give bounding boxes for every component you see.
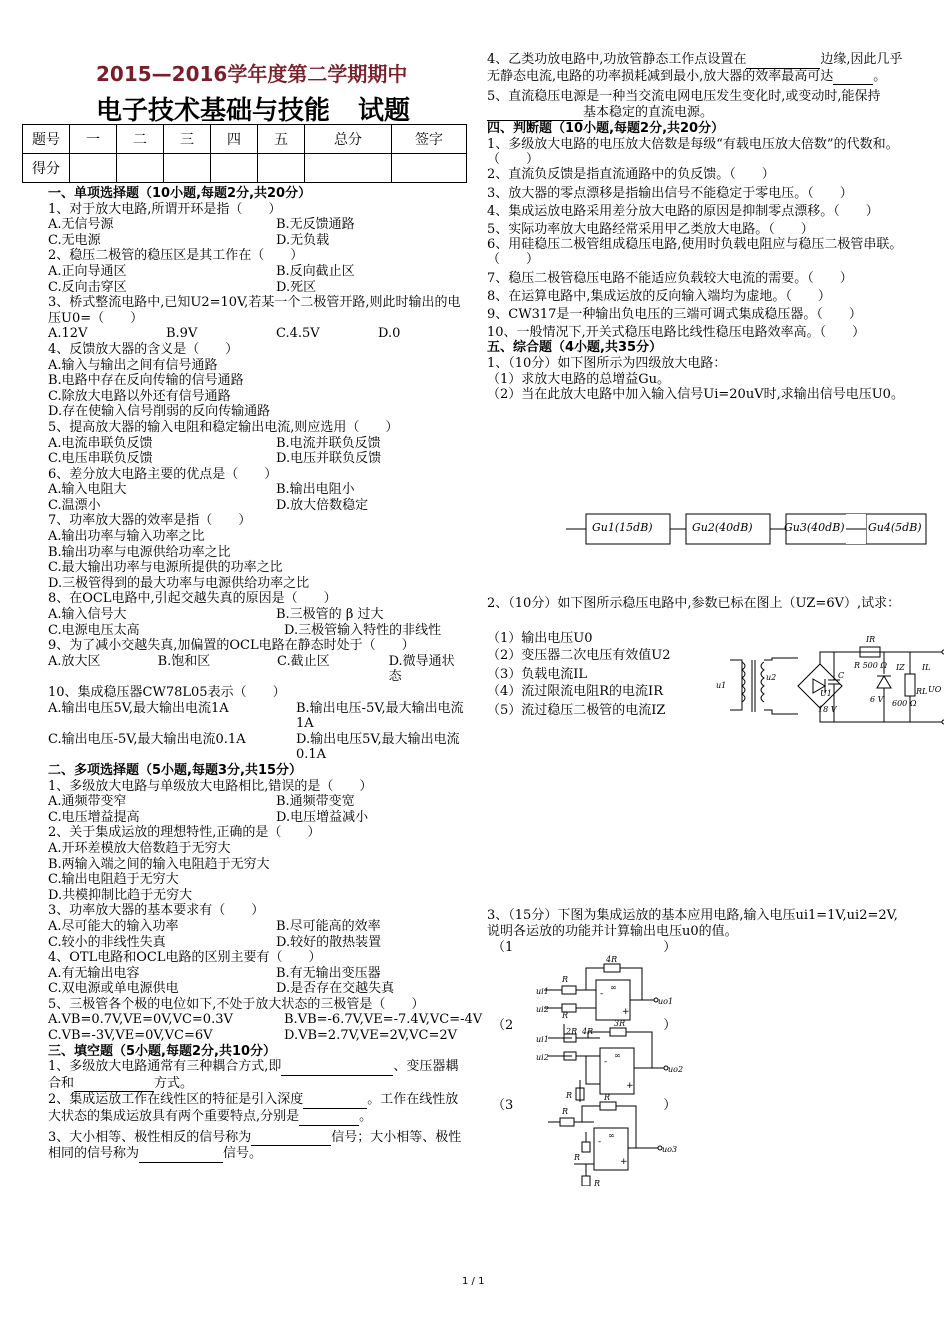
- option[interactable]: A.输出电压5V,最大输出电流1A: [48, 700, 229, 716]
- text: （2）当在此放大电路中加入输入信号Ui=20uV时,求输出信号电压U0。: [487, 387, 904, 403]
- q1-3: [48, 295, 466, 342]
- resistor: [582, 1142, 590, 1152]
- option[interactable]: B.反向截止区: [276, 263, 355, 279]
- wire: [764, 658, 798, 660]
- option[interactable]: D.输出电压5V,最大输出电流0.1A: [296, 731, 460, 763]
- fill-blank[interactable]: [303, 1092, 367, 1109]
- resistor-rl: [905, 674, 915, 696]
- q1-2: [48, 248, 466, 295]
- judge-list: [487, 137, 905, 340]
- wire: [620, 968, 642, 1000]
- option[interactable]: C.输出电阻趋于无穷大: [48, 872, 179, 888]
- score-input-cell[interactable]: [305, 154, 392, 183]
- wire: [764, 710, 798, 714]
- score-table: [22, 124, 467, 183]
- text: （2）变压器二次电压有效值U2: [487, 648, 671, 663]
- comp-q3: [487, 908, 907, 939]
- score-cell: 二: [117, 125, 164, 154]
- exam-title-suffix: 试题: [358, 96, 411, 126]
- question-stem: 7、功率放大器的效率是指（ ）: [48, 513, 252, 529]
- option[interactable]: B.输出功率与电源供给功率之比: [48, 544, 231, 560]
- question-stem: 2、关于集成运放的理想特性,正确的是（ ）: [48, 825, 321, 841]
- fill-q3: [48, 1130, 466, 1163]
- label-3r: 3R: [614, 1019, 626, 1028]
- text: 。: [873, 68, 887, 84]
- fill-q1: [48, 1059, 466, 1092]
- fill-q2: [48, 1092, 466, 1125]
- circuit-number-3: （3 ）: [492, 1098, 677, 1113]
- q2-2: [48, 825, 466, 903]
- label-r: R: [594, 1179, 601, 1186]
- exam-title: [96, 90, 410, 127]
- score-cell: 题号: [23, 125, 70, 154]
- text: 。工作在线性放大状态的集成运放具有两个重要特点,分别是: [48, 1092, 459, 1125]
- option[interactable]: D.存在使输入信号削弱的反向传输通路: [48, 404, 271, 420]
- question-stem: 5、三极管各个极的电位如下,不处于放大状态的三极管是（ ）: [48, 996, 425, 1012]
- option[interactable]: D.无负载: [276, 232, 330, 248]
- score-cell: 三: [164, 125, 211, 154]
- option[interactable]: C.VB=-3V,VE=0V,VC=6V: [48, 1028, 213, 1044]
- exam-title-main: 电子技术基础与技能: [96, 96, 331, 126]
- text: 5、直流稳压电源是一种当交流电网电压发生变化时,或变动时,能保持: [487, 89, 881, 105]
- wire: [586, 1056, 600, 1084]
- plus-sign: +: [626, 1081, 634, 1091]
- minus-sign: -: [598, 1137, 602, 1147]
- label-r: R: [604, 1093, 611, 1102]
- question-stem: 1、对于放大电路,所谓开环是指（ ）: [48, 201, 282, 217]
- question-stem: 4、OTL电路和OCL电路的区别主要有（ ）: [48, 950, 322, 966]
- label-4r: 4R: [582, 1027, 594, 1036]
- label-il: IL: [922, 663, 931, 672]
- q2-1: [48, 779, 466, 826]
- score-cell: 签字: [392, 125, 467, 154]
- comp-q2: [487, 596, 907, 612]
- text: 2、（10分）如下图所示稳压电路中,参数已标在图上（UZ=6V）,试求：: [487, 596, 901, 611]
- list-item[interactable]: 10、一般情况下,开关式稳压电路比线性稳压电路效率高。（ ）: [487, 325, 866, 341]
- question-stem: 10、集成稳压器CW78L05表示（ ）: [48, 685, 286, 700]
- option[interactable]: B.无反馈通路: [276, 217, 355, 233]
- option[interactable]: C.电压串联负反馈: [48, 451, 153, 467]
- score-table-score-row: [23, 154, 467, 183]
- q2-4: [48, 950, 466, 997]
- label-r: R: [574, 1153, 581, 1162]
- option[interactable]: B.电流并联负反馈: [276, 435, 381, 451]
- option[interactable]: A.有无输出电容: [48, 965, 140, 981]
- score-cell: 得分: [23, 154, 70, 183]
- option[interactable]: D.较好的散热装置: [276, 934, 382, 950]
- option[interactable]: D.死区: [276, 279, 317, 295]
- option[interactable]: D.放大倍数稳定: [276, 497, 369, 513]
- wire: [586, 968, 604, 990]
- question-stem: 2、稳压二极管的稳压区是其工作在（ ）: [48, 248, 304, 264]
- wire: [820, 708, 944, 722]
- option[interactable]: D.微导通状态: [388, 653, 455, 685]
- option[interactable]: D.共模抑制比趋于无穷大: [48, 887, 193, 903]
- option[interactable]: B.通频带变宽: [276, 794, 355, 810]
- option[interactable]: C.电压增益提高: [48, 809, 140, 825]
- option[interactable]: C.双电源或单电源供电: [48, 981, 179, 997]
- option[interactable]: A.输入信号大: [48, 607, 127, 623]
- option[interactable]: C.无电源: [48, 232, 101, 248]
- option[interactable]: A.电流串联负反馈: [48, 435, 153, 451]
- label-6v: 6 V: [870, 695, 884, 704]
- option[interactable]: C.4.5V: [276, 326, 320, 342]
- question-stem: 3、功率放大器的基本要求有（ ）: [48, 903, 265, 919]
- circuit-number-1: （1 ）: [492, 940, 677, 955]
- label-iz: IZ: [896, 663, 905, 672]
- wire: [730, 660, 742, 710]
- q1-4: [48, 342, 466, 420]
- label-u1-dc: U1: [820, 689, 832, 698]
- fill-blank[interactable]: [299, 1109, 359, 1126]
- option[interactable]: B.输出电阻小: [276, 482, 355, 498]
- terminal: [942, 720, 944, 724]
- list-item[interactable]: 4、集成运放电路采用差分放大电路的原因是抑制零点漂移。（ ）: [487, 203, 879, 219]
- question-stem: 5、提高放大器的输入电阻和稳定输出电流,则应选用（ ）: [48, 419, 399, 435]
- option[interactable]: C.输出电压-5V,最大输出电流0.1A: [48, 731, 246, 747]
- label-infinity: ∞: [608, 1131, 615, 1140]
- text: （5）流过稳压二极管的电流IZ: [487, 703, 666, 718]
- option[interactable]: A.正向导通区: [48, 263, 127, 279]
- label-rl: RL: [916, 687, 928, 696]
- page-number: 1 / 1: [462, 1276, 485, 1287]
- section-1-heading: 一、单项选择题（10小题,每题2分,共20分）: [48, 186, 312, 201]
- option[interactable]: B.尽可能高的效率: [276, 918, 381, 934]
- option[interactable]: C.温漂小: [48, 497, 101, 513]
- label-uo2: uo2: [668, 1065, 684, 1074]
- label-2r: 2R: [566, 1027, 578, 1036]
- list-item[interactable]: 8、在运算电路中,集成运放的反向输入端均为虚地。（ ）: [487, 288, 831, 304]
- label-ir: IR: [866, 635, 876, 644]
- option[interactable]: A.开环差模放大倍数趋于无穷大: [48, 840, 231, 856]
- q2-3: [48, 903, 466, 950]
- list-item[interactable]: 7、稳压二极管稳压电路不能适应负载较大电流的需要。（ ）: [487, 270, 853, 286]
- option[interactable]: D.电压并联负反馈: [276, 451, 382, 467]
- circuit-number-2: （2 ）: [492, 1018, 677, 1033]
- option[interactable]: B.两输入端之间的输入电阻趋于无穷大: [48, 856, 270, 872]
- option[interactable]: D.是否存在交越失真: [276, 981, 395, 997]
- plus-sign: +: [620, 1157, 628, 1167]
- q1-5: [48, 420, 466, 467]
- text: 1、多级放大电路通常有三种耦合方式,即: [48, 1059, 282, 1075]
- amp-label: Gu4(5dB): [868, 521, 922, 534]
- score-cell: 四: [211, 125, 258, 154]
- section-5-heading: 五、综合题（4小题,共35分）: [487, 340, 663, 356]
- resistor: [610, 1028, 626, 1036]
- minus-sign: -: [604, 1057, 608, 1067]
- option[interactable]: C.电源电压太高: [48, 622, 140, 638]
- question-stem: 3、桥式整流电路中,已知U2=10V,若某一个二极管开路,则此时输出的电压U0=（ ）: [48, 295, 461, 326]
- option[interactable]: D.三极管输入特性的非线性: [284, 622, 442, 638]
- resistor: [560, 1118, 574, 1126]
- score-input-cell[interactable]: [258, 154, 305, 183]
- list-item[interactable]: 2、直流负反馈是指直流通路中的负反馈。（ ）: [487, 167, 775, 183]
- option[interactable]: B.三极管的 β 过大: [276, 607, 384, 623]
- right-column: [487, 52, 905, 403]
- score-table-header-row: [23, 125, 467, 154]
- score-input-cell[interactable]: [211, 154, 258, 183]
- q1-10: [48, 685, 466, 763]
- option[interactable]: C.较小的非线性失真: [48, 934, 166, 950]
- text: 边缘,因此几乎无静态电流,电路的功率损耗减到最小,放大器的效率最高可达: [487, 52, 903, 84]
- option[interactable]: B.有无输出变压器: [276, 965, 381, 981]
- left-column: [48, 186, 483, 1163]
- option[interactable]: A.输入与输出之间有信号通路: [48, 357, 218, 373]
- text: 信号；大小相等、极性相同的信号称为: [48, 1129, 462, 1162]
- option[interactable]: A.通频带变窄: [48, 794, 127, 810]
- option[interactable]: C.最大输出功率与电源所提供的功率之比: [48, 560, 283, 576]
- question-stem: 9、为了减小交越失真,加偏置的OCL电路在静态时处于（ ）: [48, 638, 415, 654]
- text: 基本稳定的直流电源。: [583, 104, 714, 120]
- amp-label: Gu2(40dB): [692, 521, 753, 534]
- text: （1）输出电压U0: [487, 631, 593, 646]
- number: 2: [505, 1018, 514, 1033]
- label-infinity: ∞: [610, 983, 617, 992]
- terminal: [942, 650, 944, 654]
- wire: [582, 1106, 600, 1122]
- fill-blank[interactable]: [251, 1130, 331, 1147]
- label-r: R: [566, 1091, 573, 1100]
- text: 方式。: [154, 1075, 194, 1091]
- resistor: [600, 1102, 616, 1110]
- score-input-cell[interactable]: [70, 154, 117, 183]
- text: 信号。: [223, 1146, 263, 1162]
- question-stem: 8、在OCL电路中,引起交越失真的原因是（ ）: [48, 591, 337, 607]
- question-stem: 1、多级放大电路与单级放大电路相比,错误的是（ ）: [48, 778, 373, 794]
- option[interactable]: D.电压增益减小: [276, 809, 369, 825]
- text: 3、大小相等、极性相反的信号称为: [48, 1129, 252, 1145]
- fill-q4: [487, 52, 905, 85]
- q1-6: [48, 467, 466, 514]
- fill-blank[interactable]: [487, 105, 583, 122]
- option[interactable]: D.VB=2.7V,VE=2V,VC=2V: [284, 1028, 458, 1044]
- label-ui1: ui1: [536, 1035, 549, 1044]
- option[interactable]: B.VB=-6.7V,VE=-7.4V,VC=-4V: [284, 1012, 483, 1028]
- opamp-circuits-diagram: [534, 952, 694, 1186]
- score-cell: 五: [258, 125, 305, 154]
- text: （4）流过限流电阻R的电流IR: [487, 684, 663, 699]
- resistor: [562, 986, 576, 994]
- option[interactable]: B.电路中存在反向传输的信号通路: [48, 373, 244, 389]
- text: 1、（10分）如下图所示为四级放大电路：: [487, 356, 727, 371]
- text: （3）负载电流IL: [487, 667, 588, 682]
- label-uo1: uo1: [658, 997, 674, 1006]
- option[interactable]: A.12V: [48, 326, 88, 342]
- fill-blank[interactable]: [746, 52, 820, 69]
- score-cell: 总分: [305, 125, 392, 154]
- label-infinity: ∞: [614, 1051, 621, 1060]
- fill-blank[interactable]: [139, 1146, 223, 1163]
- fill-q5: [487, 89, 905, 121]
- label-u1: u1: [716, 681, 727, 690]
- resistor: [604, 964, 620, 972]
- fill-blank[interactable]: [74, 1076, 154, 1093]
- list-item[interactable]: 3、放大器的零点漂移是指输出信号不能稳定于零电压。（ ）: [487, 185, 853, 201]
- text: 3、（15分）下图为集成运放的基本应用电路,输入电压ui1=1V,ui2=2V,说明各运放的功能并计算输出电压u0的值。: [487, 908, 898, 939]
- comp-q2-parts: [487, 630, 697, 719]
- question-stem: 4、反馈放大器的含义是（ ）: [48, 341, 239, 357]
- transformer-secondary: [761, 662, 764, 702]
- option[interactable]: C.截止区: [277, 653, 330, 669]
- option[interactable]: A.VB=0.7V,VE=0V,VC=0.3V: [48, 1012, 233, 1028]
- label-18v: 18 V: [818, 705, 837, 714]
- option[interactable]: A.输入电阻大: [48, 482, 127, 498]
- score-cell: 一: [70, 125, 117, 154]
- option[interactable]: C.除放大电路以外还有信号通路: [48, 388, 231, 404]
- label-ui2: ui2: [536, 1053, 549, 1062]
- label-uo3: uo3: [662, 1145, 678, 1154]
- plus-sign: +: [622, 1007, 630, 1017]
- score-input-cell[interactable]: [117, 154, 164, 183]
- label-u2: u2: [766, 673, 777, 682]
- wire: [616, 1106, 636, 1148]
- q1-7: [48, 513, 466, 591]
- label-r: R 500 Ω: [854, 661, 888, 670]
- option[interactable]: D.0: [378, 326, 401, 342]
- label-r: R: [562, 975, 569, 984]
- option[interactable]: A.输出功率与输入功率之比: [48, 529, 205, 545]
- minus-sign: -: [600, 989, 604, 999]
- amp-label: Gu1(15dB): [592, 521, 653, 534]
- label-uo: UO: [928, 685, 942, 694]
- number: 1: [505, 940, 514, 955]
- option[interactable]: D.三极管得到的最大功率与电源供给功率之比: [48, 575, 310, 591]
- label-ui2: ui2: [536, 1005, 549, 1014]
- list-item[interactable]: 6、用硅稳压二极管组成稳压电路,使用时负载电阻应与稳压二极管串联。（ ）: [487, 237, 903, 268]
- option[interactable]: A.放大区: [48, 653, 101, 669]
- label-ui1: ui1: [536, 987, 549, 996]
- q1-1: [48, 202, 466, 249]
- option[interactable]: A.无信号源: [48, 217, 114, 233]
- text: 、变压器耦合和: [48, 1059, 459, 1091]
- comp-q1: [487, 356, 905, 403]
- q1-8: [48, 591, 466, 638]
- label-4r: 4R: [606, 955, 618, 964]
- question-stem: 6、差分放大电路主要的优点是（ ）: [48, 466, 278, 482]
- fill-blank[interactable]: [281, 1059, 393, 1076]
- label-c: C: [838, 671, 845, 680]
- label-r: R: [562, 1107, 569, 1116]
- score-input-cell[interactable]: [164, 154, 211, 183]
- regulator-circuit-diagram: [712, 630, 944, 734]
- label-r: R: [562, 1011, 569, 1020]
- section-4-heading: 四、判断题（10小题,每题2分,共20分）: [487, 121, 725, 137]
- text: 。: [359, 1109, 373, 1125]
- q1-9: [48, 638, 466, 685]
- option[interactable]: B.饱和区: [157, 653, 211, 669]
- score-input-cell[interactable]: [392, 154, 467, 183]
- option[interactable]: B.9V: [166, 326, 198, 342]
- fill-blank[interactable]: [833, 69, 873, 86]
- exam-term: 2015—2016学年度第二学期期中: [96, 62, 408, 86]
- list-item[interactable]: 9、CW317是一种输出负电压的三端可调式集成稳压器。（ ）: [487, 307, 862, 322]
- option[interactable]: A.尽可能大的输入功率: [48, 918, 179, 934]
- list-item[interactable]: 1、多级放大电路的电压放大倍数是每级“有载电压放大倍数”的代数和。（ ）: [487, 136, 899, 168]
- option[interactable]: B.输出电压-5V,最大输出电流1A: [296, 700, 464, 732]
- option[interactable]: C.反向击穿区: [48, 279, 127, 295]
- list-item[interactable]: 5、实际功率放大电路经常采用甲乙类放大电路。（ ）: [487, 221, 814, 237]
- section-2-heading: 二、多项选择题（5小题,每题3分,共15分）: [48, 762, 303, 778]
- amp-label: Gu3(40dB): [784, 521, 845, 534]
- text: 4、乙类功放电路中,功放管静态工作点设置在: [487, 52, 747, 67]
- section-3-heading: 三、填空题（5小题,每题2分,共10分）: [48, 1043, 277, 1059]
- q2-5: [48, 996, 483, 1044]
- zener-diode: [877, 676, 891, 688]
- wire: [626, 1032, 652, 1068]
- text: （1）求放大电路的总增益Gu。: [487, 371, 671, 387]
- resistor: [582, 1176, 590, 1186]
- label-rl-value: 600 Ω: [892, 699, 917, 708]
- text: 2、集成运放工作在线性区的特征是引入深度: [48, 1092, 304, 1108]
- bridge-rectifier: [798, 664, 845, 708]
- number: 3: [505, 1098, 514, 1113]
